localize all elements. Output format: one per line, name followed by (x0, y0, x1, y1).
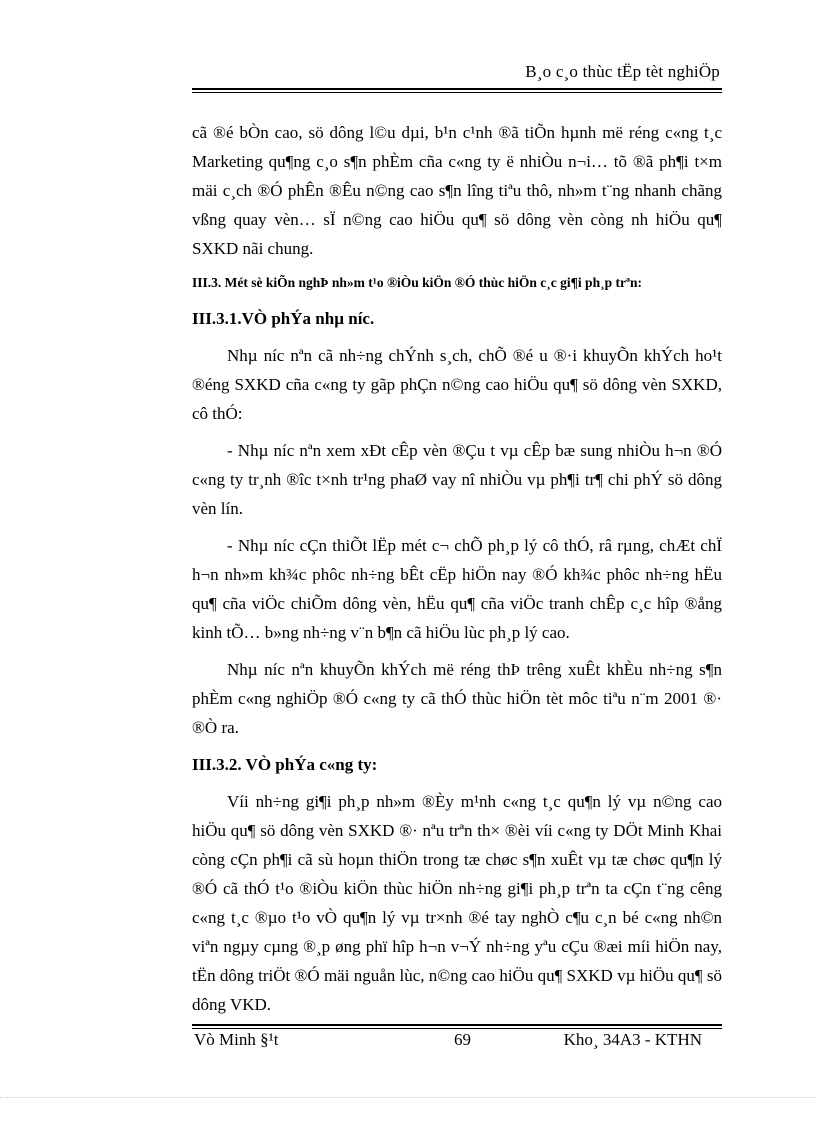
paragraph-state-legal: - Nhµ níc cÇn thiÕt lËp mét c¬ chÕ ph¸p lý cô thÓ, râ rµng, chÆt chÏ h¬n nh»m kh¾c phôc nh÷ng bÊt cËp hiÖn nay ®Ó kh¾c phôc nh÷ng hËu qu¶ cña viÖc chiÕm dông vèn, hËu qu¶ cña viÖc tranh chÊp c¸c hîp ®ång kinh tÕ… b»ng nh÷ng v¨n b¶n cã hiÖu lùc ph¸p lý cao. (192, 536, 722, 642)
footer-author: Vò Minh §¹t (194, 1030, 279, 1049)
page-footer (192, 1030, 722, 1054)
footer-page-number: 69 (454, 1030, 471, 1049)
page-content (192, 118, 722, 1019)
footer-rule-thin (192, 1028, 722, 1029)
paragraph-state-capital: - Nhµ níc nªn xem xÐt cÊp vèn ®Çu t vµ cÊp bæ sung nhiÒu h¬n ®Ó c«ng ty tr¸nh ®îc t×nh tr¹ng phaØ vay nî nhiÒu vµ ph¶i tr¶ chi phÝ sö dông vèn lín. (192, 441, 722, 518)
page-header-title: B¸o c¸o thùc tËp tèt nghiÖp (525, 62, 720, 81)
section-heading: III.3. Mét sè kiÕn nghÞ nh»m t¹o ®iÒu kiÖn ®Ó thùc hiÖn c¸c gi¶i ph¸p trªn: (192, 275, 642, 290)
paragraph-state-export: Nhµ níc nªn khuyÕn khÝch më réng thÞ trêng xuÊt khÈu nh÷ng s¶n phÈm c«ng nghiÖp ®Ó c«ng ty cã thÓ thùc hiÖn tèt môc tiªu n¨m 2001 ®· ®Ò ra. (192, 660, 722, 737)
footer-class-label: Kho¸ 34A3 - KTHN (563, 1030, 702, 1049)
footer-rule-thick (192, 1024, 722, 1026)
paragraph-state-intro: Nhµ níc nªn cã nh÷ng chÝnh s¸ch, chÕ ®é u ®·i khuyÕn khÝch ho¹t ®éng SXKD cña c«ng ty gãp phÇn n©ng cao hiÖu qu¶ sö dông vèn SXKD, cô thÓ: (192, 346, 722, 423)
header-rule-thin (192, 92, 722, 93)
paragraph-company: Víi nh÷ng gi¶i ph¸p nh»m ®Èy m¹nh c«ng t¸c qu¶n lý vµ n©ng cao hiÖu qu¶ sö dông vèn SXKD ®· nªu trªn th× ®èi víi c«ng ty DÖt Minh Khai còng cÇn ph¶i cã sù hoµn thiÖn trong tæ chøc s¶n xuÊt vµ tæ chøc qu¶n lý ®Ó cã thÓ t¹o ®iÒu kiÖn thùc hiÖn nh÷ng gi¶i ph¸p trªn ta cÇn t¨ng cêng c«ng t¸c ®µo t¹o vÒ qu¶n lý vµ tr×nh ®é tay nghÒ c¶u c¸n bé c«ng nh©n viªn ngµy cµng ®¸p øng phï hîp h¬n v¬Ý nh÷ng yªu cÇu ®æi míi hiÖn nay, tËn dông triÖt ®Ó mäi nguån lùc, n©ng cao hiÖu qu¶ SXKD vµ hiÖu qu¶ sö dông VKD. (192, 792, 722, 1014)
header-rule-thick (192, 88, 722, 90)
subsection-heading-company: III.3.2. VÒ phÝa c«ng ty: (192, 755, 378, 774)
page-bottom-edge (0, 1097, 816, 1098)
subsection-heading-state: III.3.1.VÒ phÝa nhµ níc. (192, 309, 375, 328)
paragraph-continuation: cã ®é bÒn cao, sö dông l©u dµi, b¹n c¹nh ®ã tiÕn hµnh më réng c«ng t¸c Marketing qu¶ng c¸o s¶n phÈm cña c«ng ty ë nhiÒu n¬i… tõ ®ã ph¶i t×m mäi c¸ch ®Ó phÊn ®Êu n©ng cao s¶n lîng tiªu thô, nh»m t¨ng nhanh chãng vßng quay vèn… sÏ n©ng cao hiÖu qu¶ sö dông vèn còng nh hiÖu qu¶ SXKD nãi chung. (192, 123, 722, 258)
